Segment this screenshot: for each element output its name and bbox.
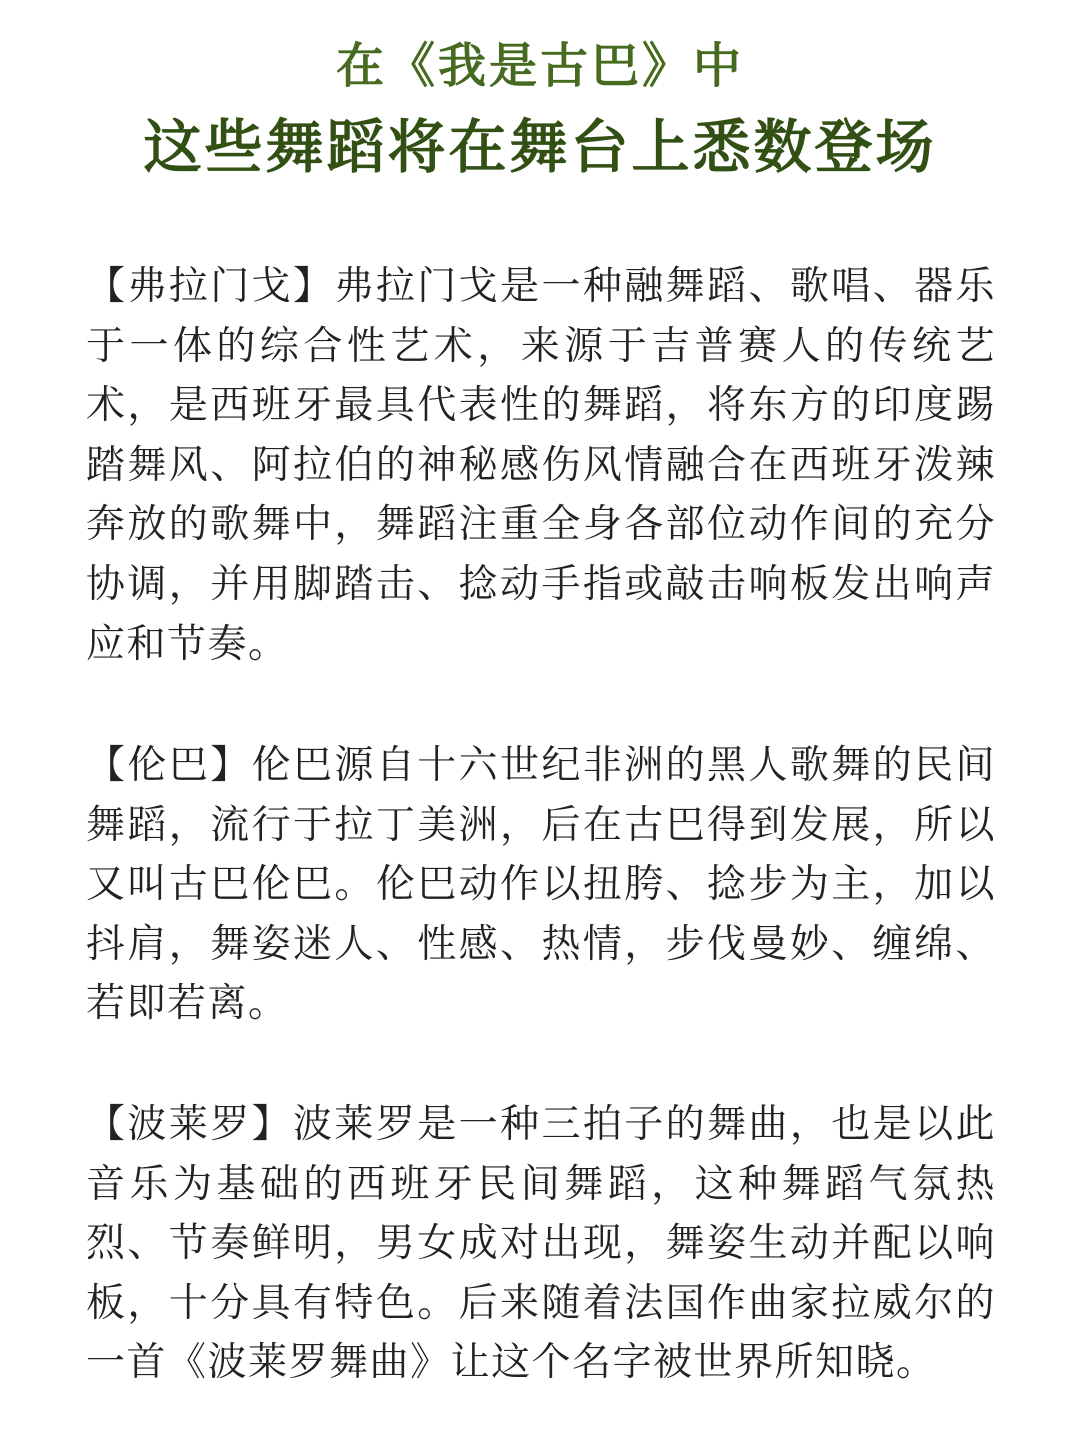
section-heading-rumba: 【伦巴】	[86, 743, 252, 788]
section-body-bolero: 波莱罗是一种三拍子的舞曲，也是以此音乐为基础的西班牙民间舞蹈，这种舞蹈气氛热烈、节奏鲜明，男女成对出现，舞姿生动并配以响板，十分具有特色。后来随着法国作曲家拉威尔的一首《波莱罗舞曲》让这个名字被世界所知晓。	[86, 1102, 996, 1386]
section-flamenco	[86, 257, 996, 674]
section-body-rumba: 伦巴源自十六世纪非洲的黑人歌舞的民间舞蹈，流行于拉丁美洲，后在古巴得到发展，所以又叫古巴伦巴。伦巴动作以扭胯、捻步为主，加以抖肩，舞姿迷人、性感、热情，步伐曼妙、缠绵、若即若离。	[86, 743, 996, 1027]
section-heading-flamenco: 【弗拉门戈】	[86, 264, 335, 309]
section-heading-bolero: 【波莱罗】	[86, 1102, 294, 1147]
section-bolero	[86, 1095, 996, 1393]
title-line-1: 在《我是古巴》中	[335, 38, 744, 94]
section-body-flamenco: 弗拉门戈是一种融舞蹈、歌唱、器乐于一体的综合性艺术，来源于吉普赛人的传统艺术，是西班牙最具代表性的舞蹈，将东方的印度踢踏舞风、阿拉伯的神秘感伤风情融合在西班牙泼辣奔放的歌舞中，舞蹈注重全身各部位动作间的充分协调，并用脚踏击、捻动手指或敲击响板发出响声应和节奏。	[86, 264, 996, 667]
section-rumba	[86, 736, 996, 1034]
title-line-2: 这些舞蹈将在舞台上悉数登场	[143, 113, 937, 181]
